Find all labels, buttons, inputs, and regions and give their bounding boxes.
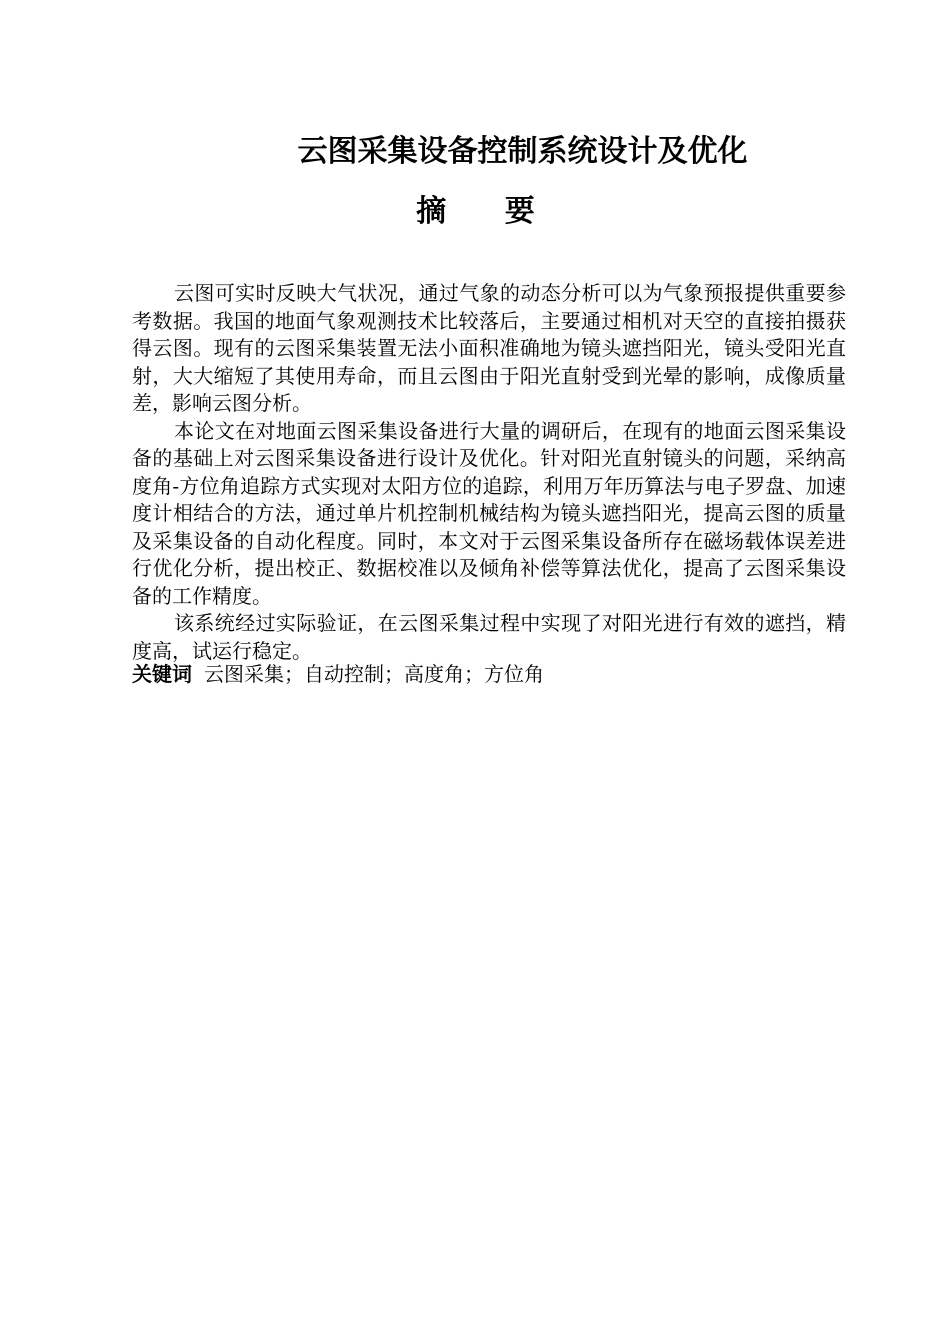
keywords-label: 关键词 — [132, 662, 192, 686]
keywords-line — [132, 660, 846, 688]
keywords-text: 云图采集；自动控制；高度角；方位角 — [204, 662, 544, 686]
abstract-paragraph: 云图可实时反映大气状况，通过气象的动态分析可以为气象预报提供重要参考数据。我国的地面气象观测技术比较落后，主要通过相机对天空的直接拍摄获得云图。现有的云图采集装置无法小面积准确地为镜头遮挡阳光，镜头受阳光直射，大大缩短了其使用寿命，而且云图由于阳光直射受到光晕的影响，成像质量差，影响云图分析。 — [132, 281, 846, 415]
abstract-body — [132, 280, 846, 665]
abstract-heading: 摘 要 — [416, 194, 559, 229]
abstract-paragraph: 该系统经过实际验证，在云图采集过程中实现了对阳光进行有效的遮挡，精度高，试运行稳定。 — [132, 611, 846, 663]
page-title: 云图采集设备控制系统设计及优化 — [297, 134, 748, 169]
abstract-paragraph: 本论文在对地面云图采集设备进行大量的调研后，在现有的地面云图采集设备的基础上对云图采集设备进行设计及优化。针对阳光直射镜头的问题，采纳高度角-方位角追踪方式实现对太阳方位的追踪，利用万年历算法与电子罗盘、加速度计相结合的方法，通过单片机控制机械结构为镜头遮挡阳光，提高云图的质量及采集设备的自动化程度。同时，本文对于云图采集设备所存在磁场载体误差进行优化分析，提出校正、数据校准以及倾角补偿等算法优化，提高了云图采集设备的工作精度。 — [132, 418, 846, 608]
